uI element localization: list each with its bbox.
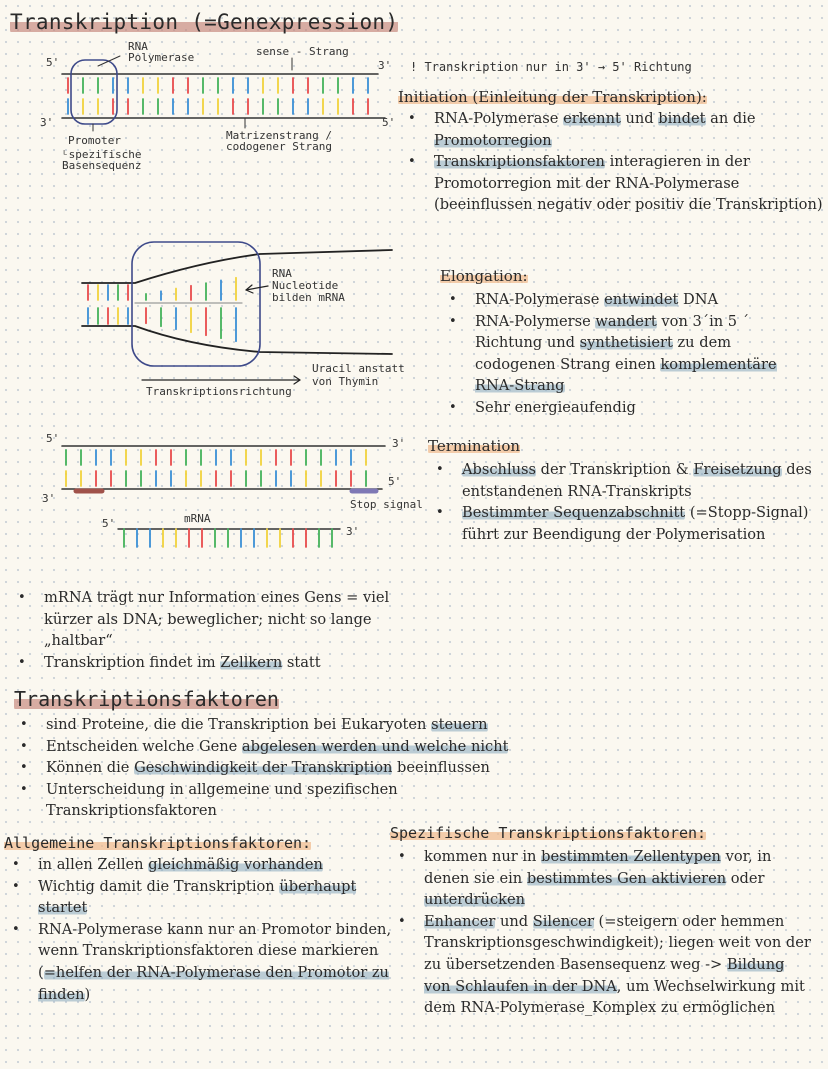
text-span: Elongation: (440, 267, 528, 285)
list-item (475, 289, 810, 311)
allgemeine-heading (4, 834, 311, 852)
text-span: Bestimmter Sequenzabschnitt (462, 504, 686, 522)
text-span: Freisetzung (693, 461, 782, 478)
text-span: von 3´in 5 ´ Richtung und (475, 312, 750, 352)
text-span: Transkriptionsfaktoren (14, 687, 279, 711)
spezifische-heading (390, 824, 706, 842)
elongation-heading (440, 267, 528, 285)
text-span: (=steigern oder hemmen Transkriptionsgeschwindigkeit); liegen weit von der zu übersetzenden Basensequenz weg -> (424, 912, 811, 973)
mrna-bases (124, 529, 332, 547)
end-5-label: 5' (382, 116, 396, 129)
text-span: statt (282, 653, 321, 671)
list-item (46, 757, 646, 779)
promoter-box (71, 60, 117, 124)
text-span: bestimmten Zellentypen (541, 848, 721, 865)
list-item (46, 714, 646, 736)
end-3-label: 3' (378, 59, 392, 72)
text-span: Entscheiden welche Gene (46, 737, 242, 755)
end-5-label: 5' (46, 432, 60, 445)
text-span: des entstandenen RNA-Transkripts (462, 461, 812, 500)
text-span: Sehr energieaufendig (475, 398, 636, 416)
list-item (44, 652, 414, 674)
text-span: Zellkern (220, 653, 283, 671)
mrna-notes-list (44, 587, 414, 673)
text-span: Transkriptionsfaktoren (434, 153, 605, 171)
text-span: abgelesen werden und welche nicht (241, 737, 509, 755)
text-span: und (620, 110, 659, 127)
text-span: DNA (678, 291, 719, 308)
text-span: (=Stopp-Signal) führt zur Beendigung der Polymerisation (462, 504, 809, 543)
list-item (46, 779, 486, 822)
text-span: sind Proteine, die die Transkription bei Eukaryoten (46, 716, 432, 733)
end-3-label: 3' (42, 492, 56, 505)
text-span: komplementäre RNA-Strang (475, 355, 777, 395)
text-span: synthetisiert (579, 334, 673, 352)
dna-bottom-strand-2 (82, 326, 392, 354)
text-span: kommen nur in (424, 848, 542, 865)
text-span: ) (84, 985, 91, 1003)
text-span: Abschluss (462, 461, 536, 478)
list-item (462, 459, 822, 502)
text-span: Initiation (Einleitung der Transkription): (398, 88, 707, 106)
list-item (46, 736, 646, 758)
termination-heading (428, 437, 520, 455)
text-span: in allen Zellen (38, 856, 149, 873)
spezifische-list (424, 846, 812, 1019)
end-5-label: 5' (388, 475, 402, 488)
end-3-label: 3' (40, 116, 54, 129)
text-span: gleichmäßig vorhanden (148, 856, 323, 873)
promoter-note: ᴸspezifische Basensequenz (62, 148, 142, 172)
direction-note: ! Transkription nur in 3' → 5' Richtung (410, 60, 692, 74)
text-span: Termination (428, 437, 521, 455)
sense-strang-label: sense - Strang (256, 45, 349, 58)
text-span: entwindet (604, 291, 679, 308)
matrizenstrang-label: Matrizenstrang / codogener Strang (226, 129, 332, 153)
text-span: der Transkription & (536, 461, 694, 478)
text-span: RNA-Polymerase kann nur an Promotor binden, wenn Transkriptionsfaktoren diese markieren ( (38, 920, 392, 981)
rna-polymerase-label: RNA Polymerase (128, 40, 195, 64)
list-item (38, 854, 400, 876)
end-5-label: 5' (46, 56, 60, 69)
text-span: Geschwindigkeit der Transkription (134, 759, 393, 777)
text-span: zu dem codogenen Strang einen (475, 334, 732, 373)
allgemeine-list (38, 854, 400, 1005)
rna-nucleotide-note: RNA Nucleotide bilden mRNA (272, 267, 345, 304)
diagram-3 (62, 446, 385, 547)
end-3-label: 3' (392, 437, 406, 450)
text-span: RNA-Polymerase (475, 291, 605, 308)
list-item (44, 587, 414, 652)
text-span: und (495, 912, 533, 930)
text-span: Spezifische Transkriptionsfaktoren: (390, 824, 707, 842)
uracil-note: Uracil anstatt von Thymin (312, 362, 405, 388)
text-span: mRNA trägt nur Information eines Gens = viel kürzer als DNA; beweglicher; nicht so lange „haltbar“ (44, 589, 390, 650)
list-item (424, 911, 812, 1019)
base-pairs-2 (88, 278, 236, 341)
tf-list (46, 714, 646, 822)
text-span: Transkription (=Genexpression) (10, 10, 399, 34)
base-pairs-3 (66, 450, 366, 486)
list-item (462, 502, 822, 545)
text-span: oder (726, 869, 765, 887)
list-item (434, 108, 826, 151)
text-span: Allgemeine Transkriptionsfaktoren: (4, 834, 312, 852)
text-span: , um Wechselwirkung mit dem RNA-Polymerase_Komplex zu ermöglichen (424, 977, 805, 1017)
diagram-1 (62, 56, 385, 131)
elongation-list (475, 289, 810, 419)
list-item (38, 919, 400, 1005)
text-span: an die (705, 110, 756, 127)
text-span: steuern (431, 716, 488, 733)
text-span: Können die (46, 759, 135, 777)
initiation-list (434, 108, 826, 216)
text-span: bindet (658, 110, 706, 127)
text-span: Bildung von Schlaufen in der DNA (424, 955, 785, 995)
text-span: RNA-Polymerse (475, 312, 596, 330)
list-item (475, 311, 810, 397)
mrna-3-label: 3' (346, 525, 360, 538)
tf-heading (14, 687, 279, 711)
polymerase-box (132, 242, 260, 366)
text-span: bestimmtes Gen aktivieren (526, 869, 727, 887)
stop-signal-label: Stop signal (350, 498, 423, 511)
mrna-5-label: 5' (102, 517, 116, 530)
text-span: überhaupt startet (38, 877, 357, 917)
initiation-heading (398, 88, 707, 106)
text-span: Promotorregion (434, 131, 552, 149)
list-item (38, 876, 400, 919)
text-span: vor, in denen sie ein (424, 848, 772, 887)
promoter-label: Promoter (68, 134, 121, 147)
text-span: interagieren in der Promotorregion mit der RNA-Polymerase (beeinflussen negativ oder positiv die Transkription) (434, 153, 823, 214)
base-pairs-1 (68, 78, 368, 114)
list-item (434, 151, 826, 216)
text-span: =helfen der RNA-Polymerase den Promotor zu finden (38, 963, 389, 1003)
list-item (475, 397, 810, 419)
text-span: Silencer (532, 912, 594, 930)
text-span: beeinflussen (392, 759, 490, 777)
text-span: Unterscheidung in allgemeine und spezifischen Transkriptionsfaktoren (46, 780, 398, 820)
list-item (424, 846, 812, 911)
text-span: unterdrücken (424, 891, 526, 909)
termination-list (462, 459, 822, 545)
text-span: wandert (595, 312, 657, 330)
text-span: Transkription findet im (44, 653, 221, 671)
text-span: erkennt (563, 110, 621, 127)
text-span: Enhancer (424, 912, 496, 930)
transkriptionsrichtung-label: Transkriptionsrichtung (146, 385, 292, 398)
text-span: Wichtig damit die Transkription (38, 877, 280, 895)
mrna-label: mRNA (184, 512, 211, 525)
text-span: RNA-Polymerase (434, 110, 564, 127)
